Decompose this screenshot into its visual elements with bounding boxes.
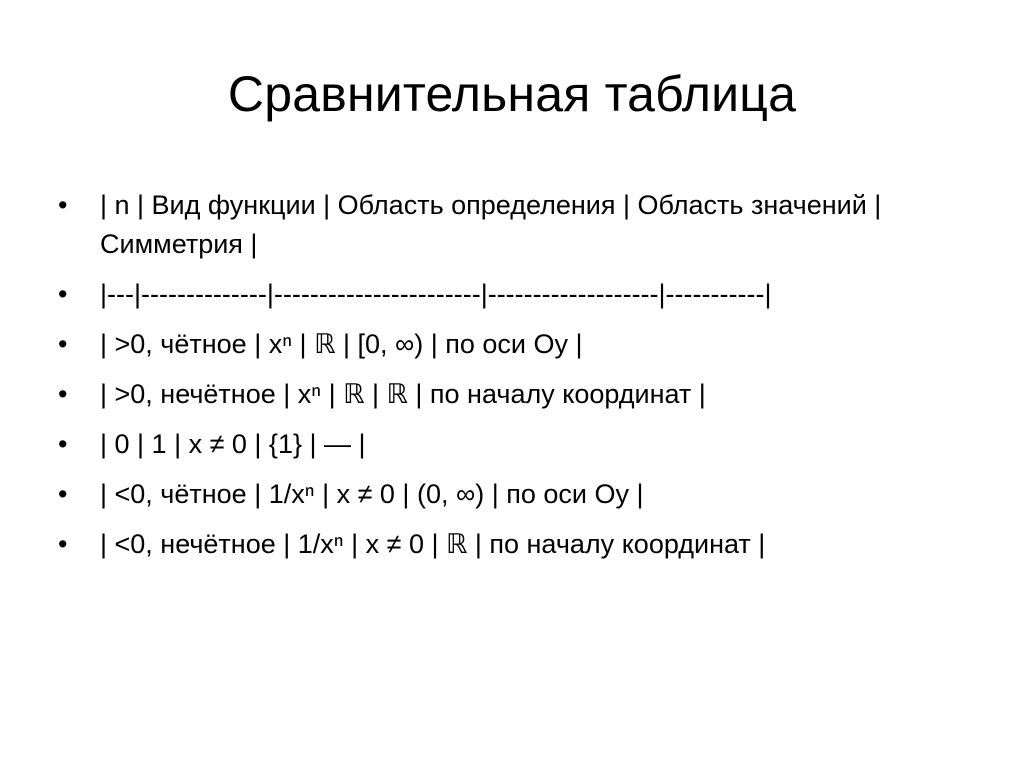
bullet-icon: • — [58, 529, 68, 559]
list-item-text: | n | Вид функции | Область определения | Область значений | Симметрия | — [100, 190, 882, 259]
list-item-header — [58, 186, 958, 264]
list-item-text: |---|--------------|-----------------------|-------------------|-----------| — [100, 279, 772, 309]
bullet-icon: • — [58, 190, 68, 220]
bullet-icon: • — [58, 329, 68, 359]
list-item — [58, 325, 958, 364]
list-item-text: | 0 | 1 | x ≠ 0 | {1} | — | — [100, 429, 366, 459]
list-item-text: | <0, нечётное | 1/xⁿ | x ≠ 0 | ℝ | по началу координат | — [100, 529, 766, 559]
list-item-text: | >0, чётное | xⁿ | ℝ | [0, ∞) | по оси Oy | — [100, 329, 583, 359]
list-item-text: | <0, чётное | 1/xⁿ | x ≠ 0 | (0, ∞) | по оси Oy | — [100, 479, 644, 509]
bullet-icon: • — [58, 429, 68, 459]
list-item-text: | >0, нечётное | xⁿ | ℝ | ℝ | по началу координат | — [100, 379, 706, 409]
list-item — [58, 425, 958, 464]
bullet-icon: • — [58, 279, 68, 309]
bullet-icon: • — [58, 479, 68, 509]
list-item — [58, 525, 958, 564]
list-item-separator — [58, 275, 958, 314]
list-item — [58, 375, 958, 414]
list-item — [58, 475, 958, 514]
bullet-list — [58, 186, 958, 575]
bullet-icon: • — [58, 379, 68, 409]
slide-title: Сравнительная таблица — [227, 66, 797, 122]
